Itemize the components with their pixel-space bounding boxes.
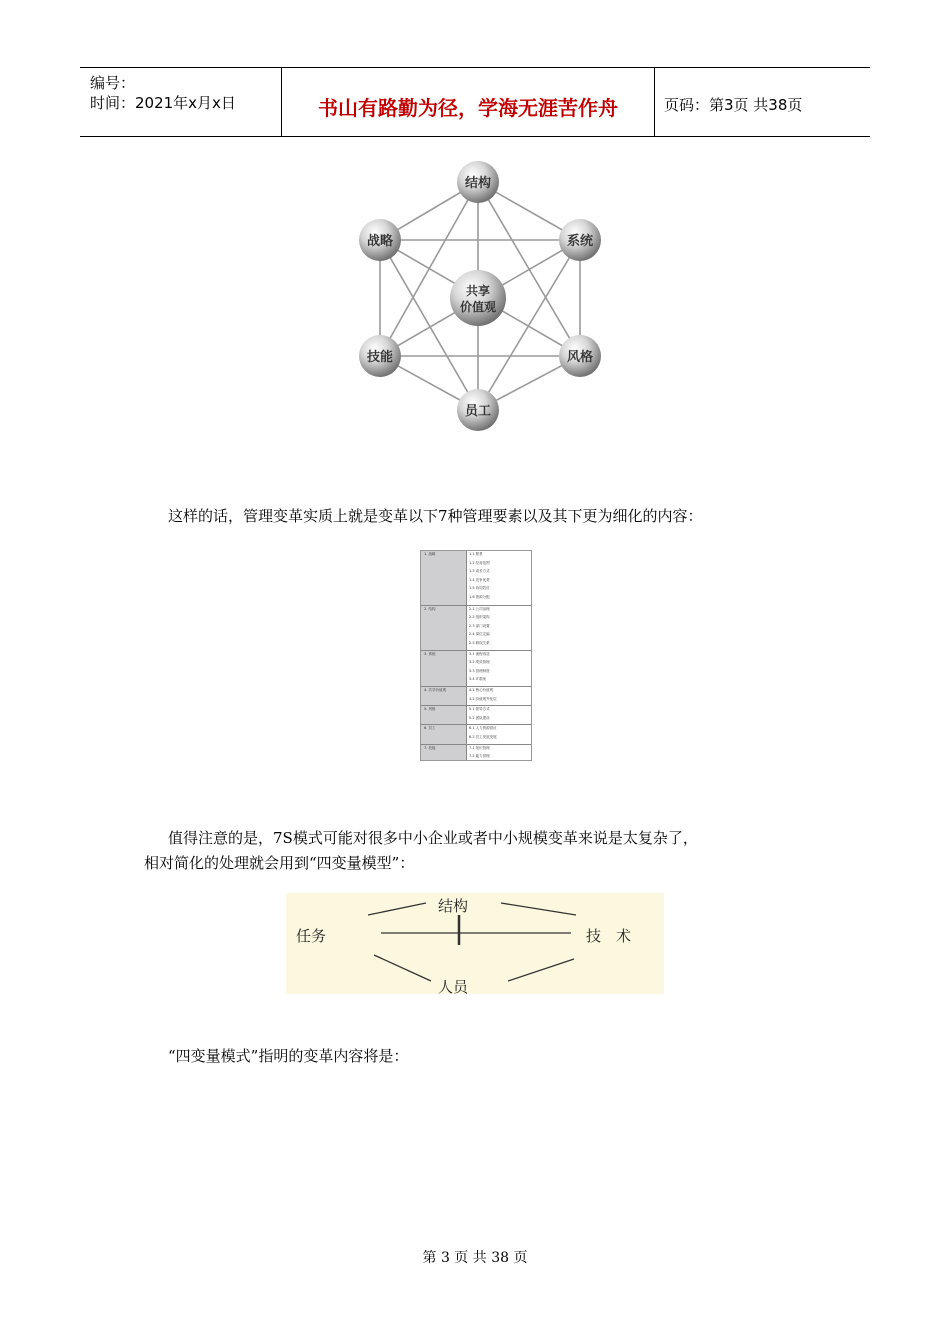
table-row [421,724,531,744]
table-item: 3.1 流程再造 [469,651,490,656]
table-row [421,686,531,706]
node-shared-values [450,270,506,326]
node-strategy [359,219,401,261]
motto: 书山有路勤为径，学海无涯苦作舟 [318,96,618,120]
table-item: 2.3 部门设置 [469,623,490,628]
table-item: 7.1 知识管理 [469,745,490,750]
table-item: 2.1 公司治理 [469,606,490,611]
table-category: 2. 结构 [424,606,436,611]
table-item: 7.2 能力管理 [469,754,490,759]
svg-text:系统: 系统 [566,234,594,249]
table-item: 6.2 员工发展发展 [469,734,497,739]
page-footer: 第 3 页 共 38 页 [422,1250,528,1266]
header-info-cell [80,68,280,136]
node-skills [359,335,401,377]
svg-text:共享: 共享 [465,284,491,298]
svg-text:价值观: 价值观 [459,300,497,314]
fourvar-people: 人员 [438,978,469,996]
header-page-cell [654,68,870,136]
table-item: 2.5 职权关系 [469,640,490,645]
table-row [421,650,531,687]
date-label: 时间：2021年x月x日 [90,94,236,112]
table-item: 2.4 岗位定编 [469,632,490,637]
7s-model-diagram [352,158,610,440]
table-item: 1.3 成长方式 [469,569,490,574]
table-item: 1.5 协同效应 [469,586,490,591]
svg-text:结构: 结构 [464,176,492,191]
table-category: 3. 系统 [424,651,436,656]
table-row [421,744,531,764]
paragraph-note-line2: 相对简化的处理就会用到“四变量模型”： [144,854,415,872]
node-systems [559,219,601,261]
table-category: 5. 风格 [424,707,436,712]
page-code: 页码：第3页 共38页 [664,96,803,114]
paragraph-note-line1: 值得注意的是，7S模式可能对很多中小企业或者中小规模变革来说是太复杂了， [168,829,698,847]
table-item: 1.2 经营范围 [469,560,490,565]
svg-text:战略: 战略 [366,234,394,249]
7s-detail-table [420,550,532,761]
table-item: 3.3 管理制度 [469,668,490,673]
svg-text:风格: 风格 [566,350,594,365]
table-item: 3.4 IT系统 [469,677,486,682]
table-item: 4.2 价值观外化层 [469,696,497,701]
four-variable-model-diagram [286,893,664,994]
fourvar-structure: 结构 [438,897,469,915]
table-category: 4. 共享价值观 [424,688,446,692]
table-item: 5.2 团队建设 [469,715,490,720]
table-item: 6.1 人力资源供应 [469,726,497,731]
fourvar-task: 任务 [296,927,327,945]
table-item: 1.4 竞争优势 [469,577,490,582]
table-row [421,605,531,651]
table-row [421,705,531,725]
fourvar-technology: 技 术 [586,927,632,945]
paragraph-7-elements: 这样的话，管理变革实质上就是变革以下7种管理要素以及其下更为细化的内容： [168,507,703,525]
table-category: 7. 技能 [424,745,436,750]
paragraph-four-variable: “四变量模式”指明的变革内容将是： [168,1047,409,1065]
table-item: 4.1 核心价值观 [469,688,494,692]
table-item: 1.6 资源分配 [469,595,490,599]
table-item: 1.1 愿景 [469,552,483,556]
svg-text:技能: 技能 [366,350,394,365]
table-category: 1. 战略 [424,552,436,556]
number-label: 编号： [90,74,136,92]
document-header [80,67,870,137]
node-staff [457,389,499,431]
table-row [421,551,531,605]
node-structure [457,161,499,203]
table-category: 6. 员工 [424,726,436,731]
table-item: 2.2 组织架构 [469,615,490,620]
table-item: 3.2 绩效管理 [469,660,490,665]
svg-text:员工: 员工 [464,404,492,419]
table-item: 5.1 领导方式 [469,707,490,712]
header-motto-cell [281,68,655,136]
node-style [559,335,601,377]
